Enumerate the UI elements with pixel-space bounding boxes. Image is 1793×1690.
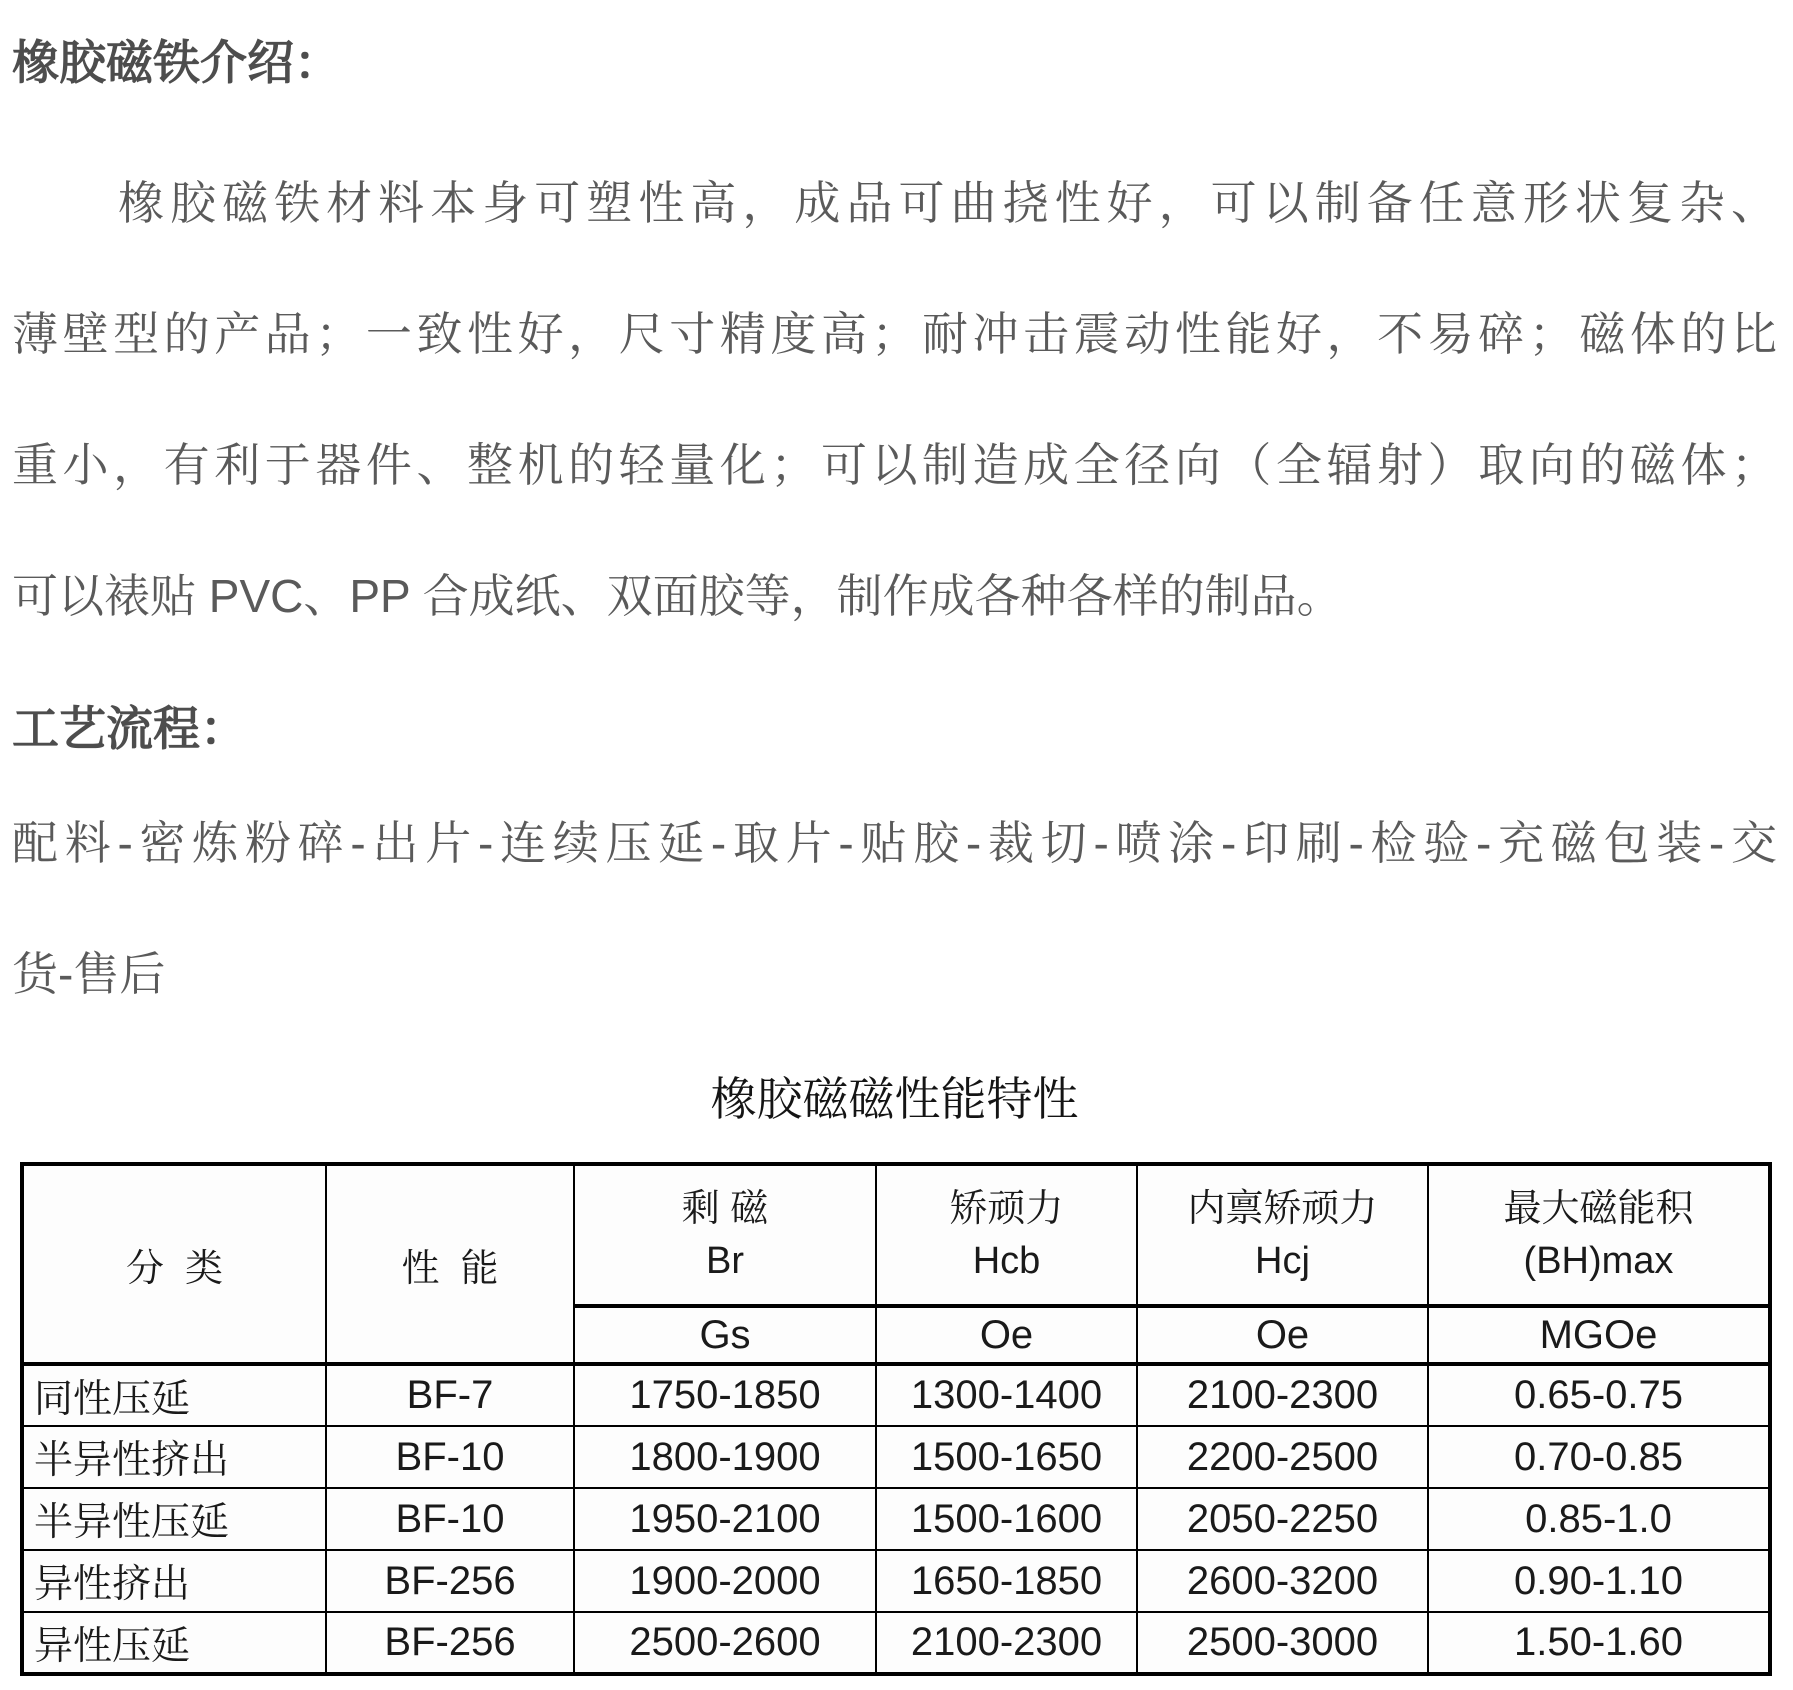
intro-line: 重小，有利于器件、整机的轻量化；可以制造成全径向（全辐射）取向的磁体； bbox=[12, 439, 1777, 491]
unit-br: Gs bbox=[574, 1306, 876, 1364]
col-header-br bbox=[574, 1164, 876, 1306]
col-header-br-name: 剩 磁 bbox=[681, 1188, 769, 1230]
col-header-performance: 性 能 bbox=[326, 1164, 574, 1364]
cell-hcj: 2050-2250 bbox=[1137, 1488, 1428, 1550]
cell-hcb: 1650-1850 bbox=[876, 1550, 1137, 1612]
cell-bhmax: 1.50-1.60 bbox=[1428, 1612, 1770, 1674]
process-heading: 工艺流程： bbox=[12, 702, 247, 755]
cell-hcb: 1500-1600 bbox=[876, 1488, 1137, 1550]
intro-heading: 橡胶磁铁介绍： bbox=[12, 36, 341, 89]
process-paragraph bbox=[12, 778, 1777, 1040]
col-header-bhmax bbox=[1428, 1164, 1770, 1306]
cell-hcj: 2200-2500 bbox=[1137, 1426, 1428, 1488]
col-header-bhmax-name: 最大磁能积 bbox=[1503, 1188, 1694, 1230]
cell-hcb: 2100-2300 bbox=[876, 1612, 1137, 1674]
unit-hcj: Oe bbox=[1137, 1306, 1428, 1364]
unit-hcb: Oe bbox=[876, 1306, 1137, 1364]
col-header-bhmax-symbol: (BH)max bbox=[1523, 1240, 1674, 1282]
cell-performance: BF-256 bbox=[326, 1612, 574, 1674]
table-row bbox=[22, 1550, 1770, 1612]
cell-hcj: 2600-3200 bbox=[1137, 1550, 1428, 1612]
intro-line: 可以裱贴 PVC、PP 合成纸、双面胶等，制作成各种各样的制品。 bbox=[12, 570, 1343, 622]
table-row bbox=[22, 1426, 1770, 1488]
table-row bbox=[22, 1488, 1770, 1550]
cell-hcb: 1500-1650 bbox=[876, 1426, 1137, 1488]
table-row bbox=[22, 1612, 1770, 1674]
cell-performance: BF-7 bbox=[326, 1364, 574, 1426]
cell-br: 2500-2600 bbox=[574, 1612, 876, 1674]
col-header-hcj bbox=[1137, 1164, 1428, 1306]
intro-line: 薄壁型的产品；一致性好，尺寸精度高；耐冲击震动性能好，不易碎；磁体的比 bbox=[12, 308, 1777, 360]
cell-bhmax: 0.85-1.0 bbox=[1428, 1488, 1770, 1550]
col-header-hcb-symbol: Hcb bbox=[972, 1240, 1041, 1282]
cell-classification: 半异性挤出 bbox=[22, 1426, 326, 1488]
cell-bhmax: 0.90-1.10 bbox=[1428, 1550, 1770, 1612]
cell-performance: BF-10 bbox=[326, 1488, 574, 1550]
process-line: 配料-密炼粉碎-出片-连续压延-取片-贴胶-裁切-喷涂-印刷-检验-充磁包装-交 bbox=[12, 817, 1777, 869]
col-header-classification: 分 类 bbox=[22, 1164, 326, 1364]
cell-hcb: 1300-1400 bbox=[876, 1364, 1137, 1426]
cell-performance: BF-10 bbox=[326, 1426, 574, 1488]
table-header-row bbox=[22, 1164, 1770, 1306]
table-title: 橡胶磁磁性能特性 bbox=[710, 1073, 1079, 1125]
cell-classification: 同性压延 bbox=[22, 1364, 326, 1426]
cell-bhmax: 0.65-0.75 bbox=[1428, 1364, 1770, 1426]
cell-hcj: 2500-3000 bbox=[1137, 1612, 1428, 1674]
col-header-br-symbol: Br bbox=[706, 1240, 744, 1282]
intro-line: 橡胶磁铁材料本身可塑性高，成品可曲挠性好，可以制备任意形状复杂、 bbox=[118, 177, 1777, 229]
cell-br: 1800-1900 bbox=[574, 1426, 876, 1488]
cell-br: 1950-2100 bbox=[574, 1488, 876, 1550]
table-row bbox=[22, 1364, 1770, 1426]
process-line: 货-售后 bbox=[12, 948, 166, 1000]
col-header-hcb-name: 矫顽力 bbox=[949, 1188, 1064, 1230]
cell-classification: 异性挤出 bbox=[22, 1550, 326, 1612]
cell-br: 1900-2000 bbox=[574, 1550, 876, 1612]
unit-bhmax: MGOe bbox=[1428, 1306, 1770, 1364]
cell-bhmax: 0.70-0.85 bbox=[1428, 1426, 1770, 1488]
col-header-hcj-name: 内禀矫顽力 bbox=[1187, 1188, 1378, 1230]
cell-hcj: 2100-2300 bbox=[1137, 1364, 1428, 1426]
cell-br: 1750-1850 bbox=[574, 1364, 876, 1426]
cell-performance: BF-256 bbox=[326, 1550, 574, 1612]
intro-paragraph bbox=[12, 138, 1777, 662]
col-header-hcb bbox=[876, 1164, 1137, 1306]
col-header-hcj-symbol: Hcj bbox=[1255, 1240, 1310, 1282]
cell-classification: 半异性压延 bbox=[22, 1488, 326, 1550]
cell-classification: 异性压延 bbox=[22, 1612, 326, 1674]
properties-table bbox=[20, 1162, 1772, 1676]
